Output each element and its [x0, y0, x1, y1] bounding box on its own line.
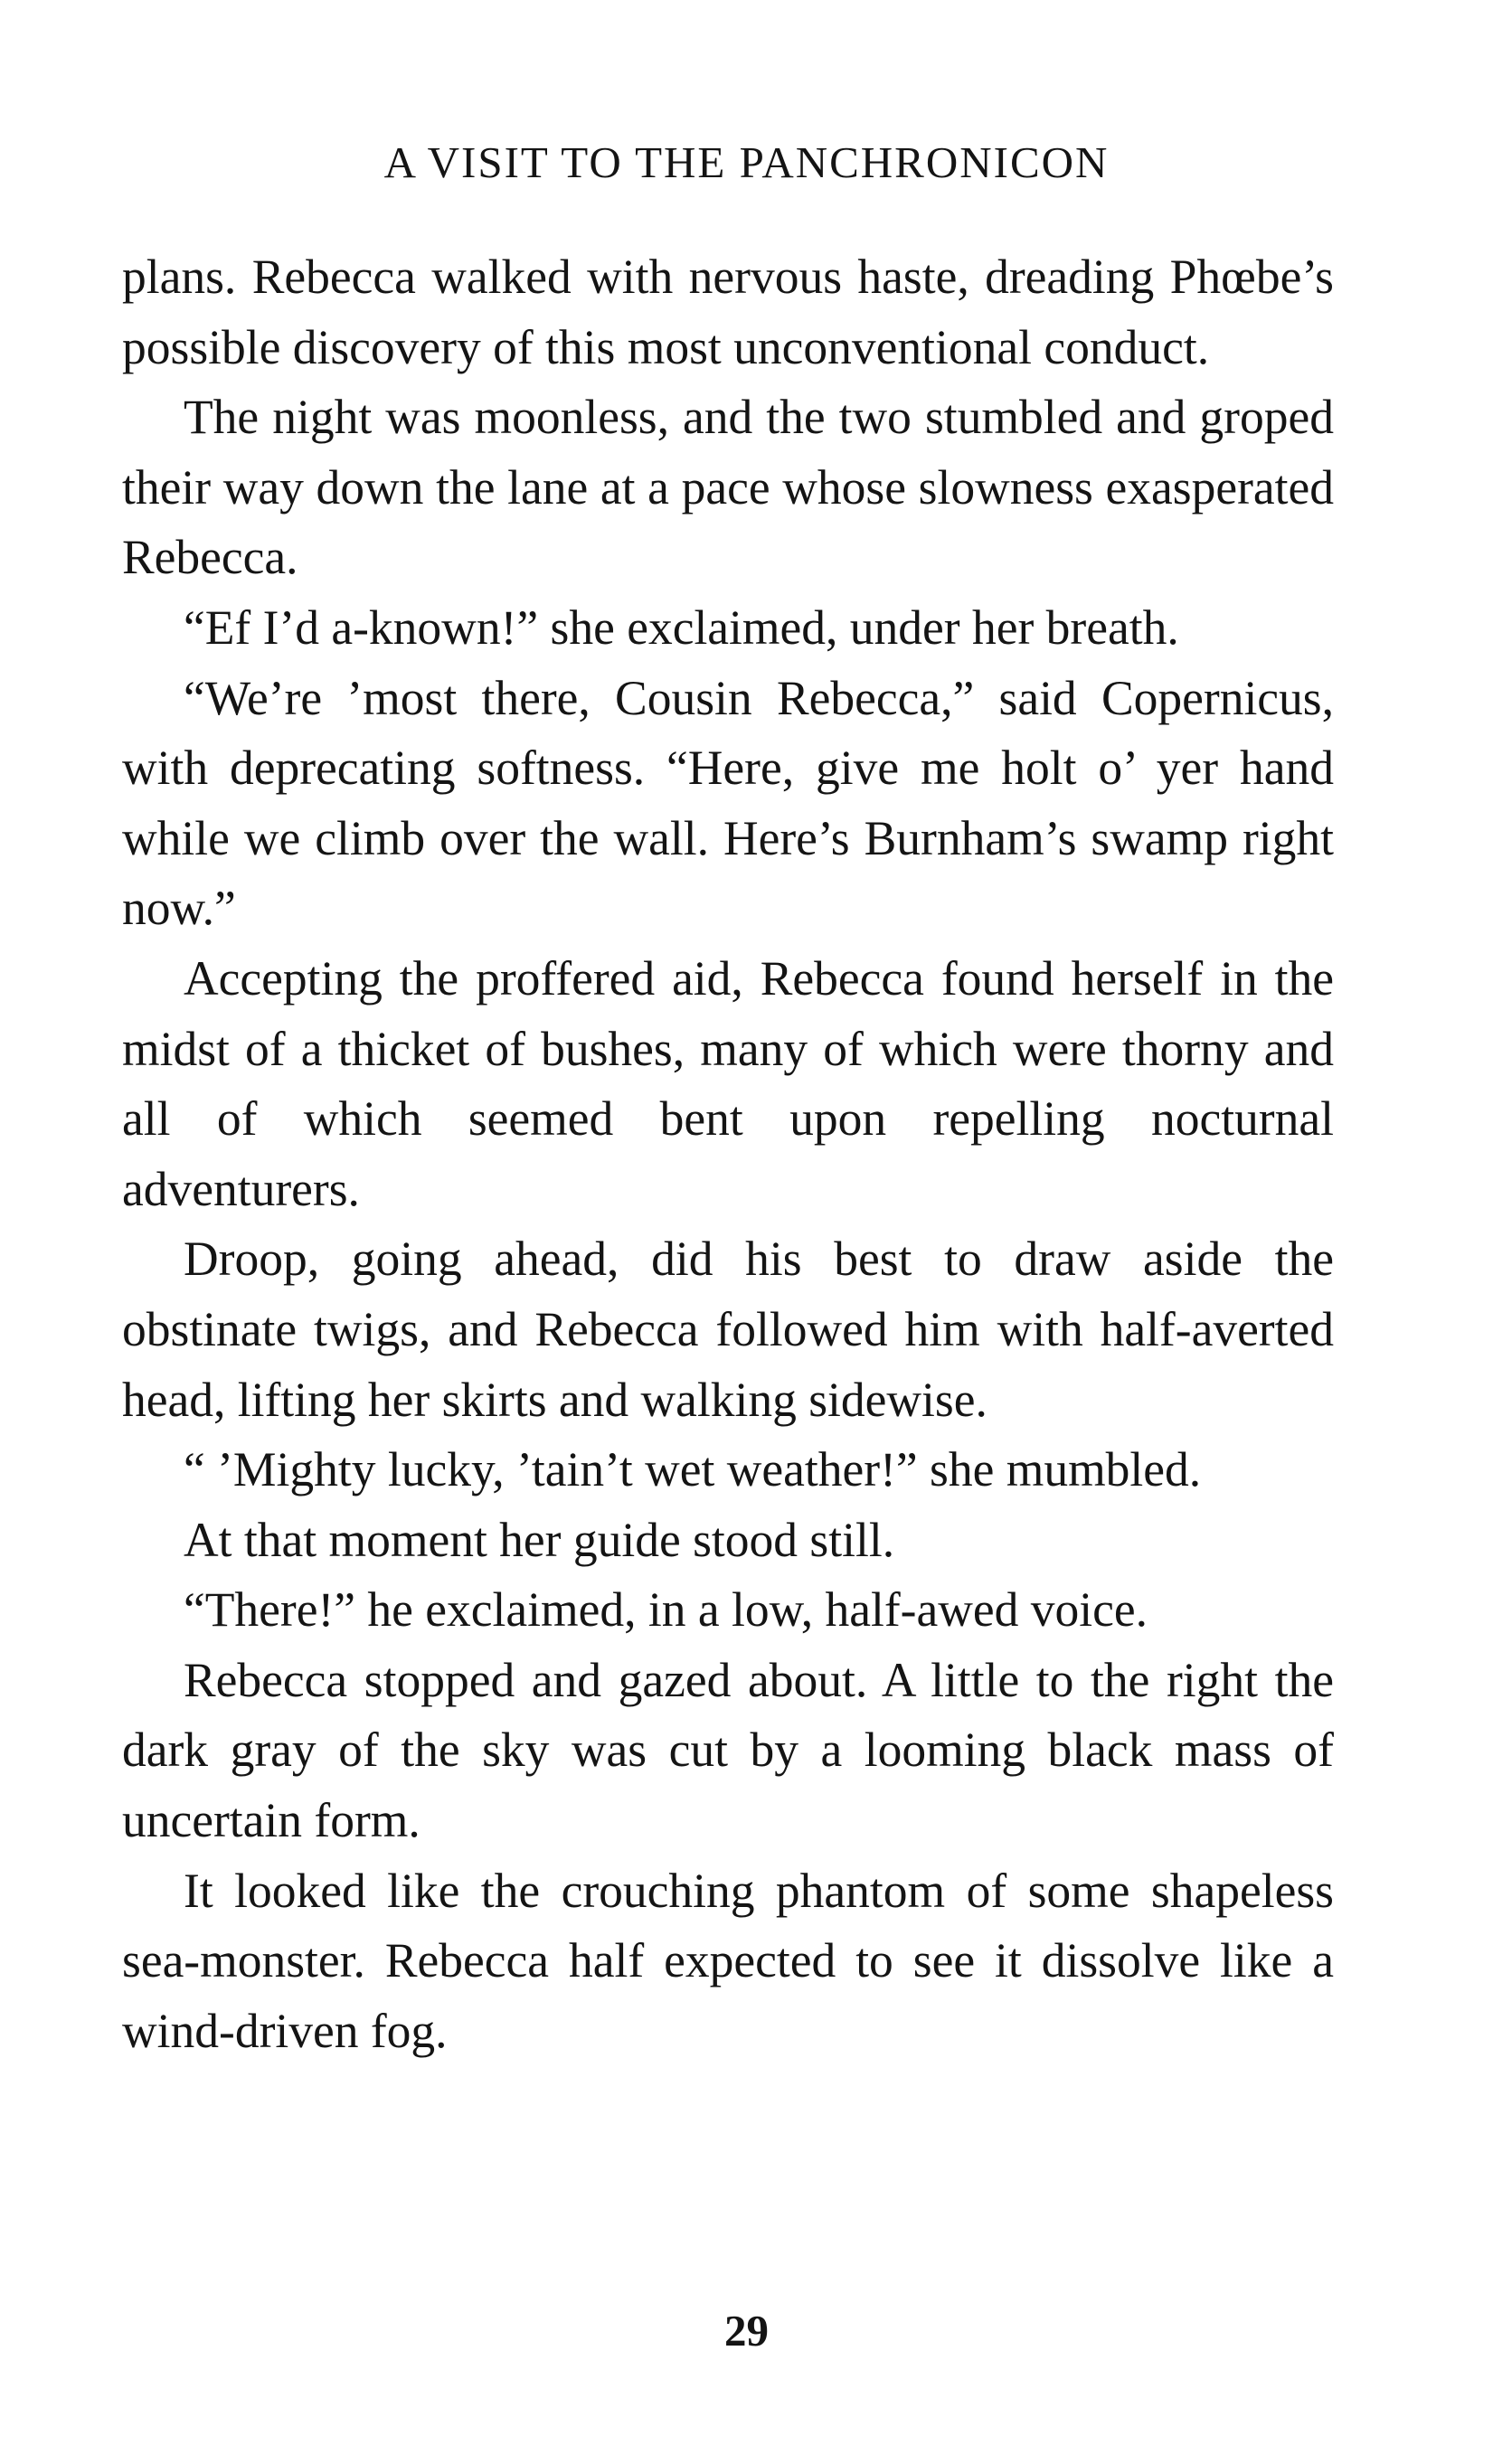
paragraph: Rebecca stopped and gazed about. A little to the right the dark gray of the sky was cut by a looming black mass of uncertain form. — [122, 1652, 1334, 1848]
paragraph: plans. Rebecca walked with nervous haste, dreading Phœbe’s possible discovery of this most unconventional conduct. — [122, 250, 1334, 374]
paragraph: The night was moonless, and the two stumbled and groped their way down the lane at a pace whose slowness exasperated Rebecca. — [122, 390, 1334, 585]
paragraph: Accepting the proffered aid, Rebecca found herself in the midst of a thicket of bushes, many of which were thorny and all of which seemed bent upon repelling nocturnal adventurers. — [122, 950, 1334, 1216]
running-head: A VISIT TO THE PANCHRONICON — [383, 137, 1110, 187]
body-text — [122, 242, 1334, 2066]
paragraph: “ ’Mighty lucky, ’tain’t wet weather!” she mumbled. — [184, 1442, 1202, 1497]
paragraph: At that moment her guide stood still. — [184, 1512, 895, 1567]
paragraph: It looked like the crouching phantom of some shapeless sea-monster. Rebecca half expected to see it dissolve like a wind-driven fog. — [122, 1863, 1334, 2058]
paragraph: Droop, going ahead, did his best to draw aside the obstinate twigs, and Rebecca followed him with half-averted head, lifting her skirts and walking sidewise. — [122, 1232, 1334, 1427]
paragraph: “We’re ’most there, Cousin Rebecca,” said Copernicus, with deprecating softness. “Here, give me holt o’ yer hand while we climb over the wall. Here’s Burnham’s swamp right now.” — [122, 670, 1334, 936]
paragraph: “Ef I’d a-known!” she exclaimed, under her breath. — [184, 599, 1179, 655]
paragraph: “There!” he exclaimed, in a low, half-awed voice. — [184, 1582, 1148, 1638]
page-number: 29 — [724, 2306, 769, 2355]
